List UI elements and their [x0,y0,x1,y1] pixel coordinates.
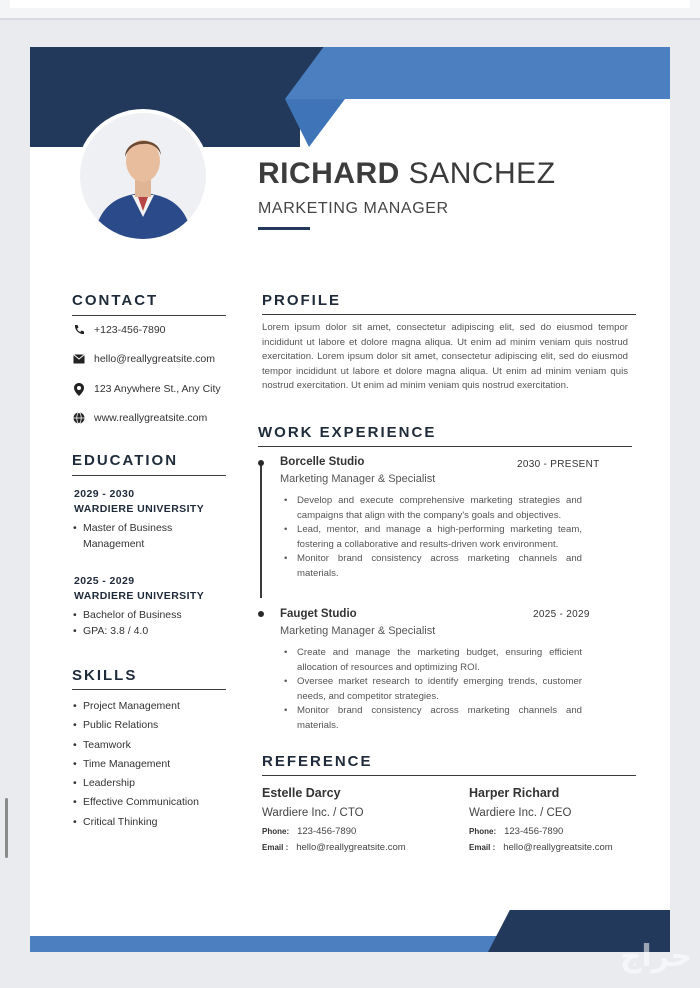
edu-1-years: 2029 - 2030 [74,488,135,500]
website-text: www.reallygreatsite.com [94,412,208,424]
work-heading: WORK EXPERIENCE [258,424,437,441]
profile-divider [262,314,636,315]
scroll-indicator[interactable] [5,798,8,858]
skill-item: • Project Management [73,697,199,716]
list-item: • Monitor brand consistency across marketing channels and materials. [282,552,582,581]
edu-1-school: WARDIERE UNIVERSITY [74,503,205,515]
edu-2-details [73,608,182,639]
skills-heading: SKILLS [72,667,138,684]
ref-1-name: Estelle Darcy [262,786,341,800]
timeline-dot [258,611,264,617]
education-divider [72,475,226,476]
list-item: • Lead, mentor, and manage a high-performing marketing team, fostering a collaborative and results-driven work environment. [282,523,582,552]
list-item: • Oversee market research to identify emerging trends, customer needs, and competitor strategies. [282,675,582,704]
work-divider [258,446,632,447]
job-2-duties [282,646,582,733]
list-item: • Master of Business Management [73,521,172,552]
watermark-logo: حراج [619,939,692,974]
education-heading: EDUCATION [72,452,179,469]
edu-2-school: WARDIERE UNIVERSITY [74,590,205,602]
ref-1-phone: Phone: 123-456-7890 [262,826,357,837]
contact-heading: CONTACT [72,292,159,309]
header-band-blue [285,47,670,99]
ref-2-email: Email : hello@reallygreatsite.com [469,842,613,853]
ref-1-role: Wardiere Inc. / CTO [262,807,364,819]
skills-divider [72,689,226,690]
list-item: • Bachelor of Business [73,608,182,624]
job-1-company: Borcelle Studio [280,456,365,468]
first-name: RICHARD [258,157,400,190]
address-text: 123 Anywhere St., Any City [94,383,221,395]
ref-2-phone: Phone: 123-456-7890 [469,826,564,837]
profile-heading: PROFILE [262,292,342,309]
list-item: • Develop and execute comprehensive marketing strategies and campaigns that align with the company's goals and objectives. [282,494,582,523]
list-item: • Create and manage the marketing budget, ensuring efficient allocation of resources and optimizing ROI. [282,646,582,675]
job-1-role: Marketing Manager & Specialist [280,473,436,485]
skill-item: • Leadership [73,774,199,793]
contact-address [72,382,221,396]
reference-divider [262,775,636,776]
ref-1-email: Email : hello@reallygreatsite.com [262,842,406,853]
full-name [258,157,556,191]
contact-website [72,411,207,425]
contact-email [72,352,215,366]
last-name: SANCHEZ [408,157,556,190]
edu-1-details [73,521,172,552]
skill-item: • Effective Communication [73,793,199,812]
skill-item: • Time Management [73,755,199,774]
skill-item: • Public Relations [73,716,199,735]
profile-text: Lorem ipsum dolor sit amet, consectetur adipiscing elit, sed do eiusmod tempor incididunt ut labore et dolore magna aliqua. Ut enim ad minim veniam quis nostrud exercitation. Lorem ipsum dolor sit amet, consectetur adipiscing elit, sed do eiusmod tempor incididunt ut labore et dolore magna aliqua. Ut enim ad minim veniam quis nostrud exercitation. Ut enim ad minim veniam quis nostrud exercitation. [262,322,628,392]
skill-item: • Teamwork [73,736,199,755]
title-underline [258,227,310,230]
mail-icon [72,352,86,366]
list-item: • Monitor brand consistency across marketing channels and materials. [282,704,582,733]
job-title: MARKETING MANAGER [258,200,449,217]
reference-heading: REFERENCE [262,753,373,770]
work-timeline [260,461,262,598]
job-2-role: Marketing Manager & Specialist [280,625,436,637]
job-1-dates: 2030 - PRESENT [517,459,600,470]
top-strip [0,0,700,20]
job-2-dates: 2025 - 2029 [533,609,590,620]
skill-item: • Critical Thinking [73,813,199,832]
contact-divider [72,315,226,316]
globe-icon [72,411,86,425]
timeline-dot [258,460,264,466]
phone-icon [72,323,86,337]
profile-photo [80,113,206,239]
email-text: hello@reallygreatsite.com [94,353,215,365]
job-2-company: Fauget Studio [280,608,357,620]
contact-phone [72,323,166,337]
phone-text: +123-456-7890 [94,324,166,336]
resume-page [30,47,670,952]
edu-2-years: 2025 - 2029 [74,575,135,587]
job-1-duties [282,494,582,581]
top-strip-inner [10,0,690,8]
location-pin-icon [72,382,86,396]
skills-list [73,697,199,832]
list-item: • GPA: 3.8 / 4.0 [73,624,182,640]
ref-2-role: Wardiere Inc. / CEO [469,807,572,819]
ref-2-name: Harper Richard [469,786,560,800]
